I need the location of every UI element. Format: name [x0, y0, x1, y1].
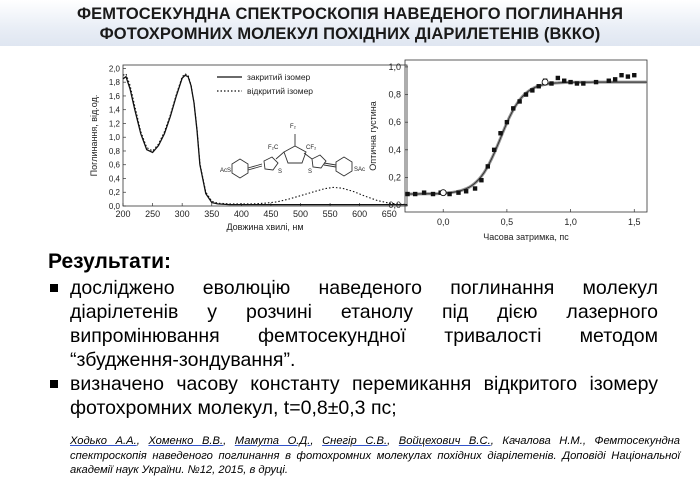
- fit-curve-halo: [405, 82, 647, 194]
- data-point: [413, 192, 417, 196]
- open-data-point: [440, 190, 446, 196]
- right-benzene-ring: [336, 157, 352, 176]
- data-point: [556, 76, 560, 80]
- data-point: [422, 190, 426, 194]
- molecule-label-f-right: CF₂: [306, 145, 317, 151]
- data-point: [524, 92, 528, 96]
- x-axis-label: Довжина хвилі, нм: [226, 222, 304, 232]
- x-tick-label: 0,5: [500, 217, 514, 227]
- x-tick-label: 0,0: [436, 217, 450, 227]
- fit-curve: [405, 82, 647, 194]
- y-axis-label: Поглинання, від.од.: [89, 94, 99, 177]
- x-tick-label: 1,5: [628, 217, 641, 227]
- results-bullet-1: досліджено еволюцію наведеного поглинання молекул діарілетенів у розчині етанолу під дією лазерного випромінювання фемтосекундної тривалості методом “збудження-зондування”.: [48, 276, 658, 372]
- y-tick-label: 0,6: [388, 117, 401, 128]
- data-point: [431, 192, 435, 196]
- reference-author: Хоменко В.В.: [148, 435, 224, 447]
- data-point: [619, 73, 623, 77]
- molecule-label-s-left: S: [278, 169, 283, 175]
- reference-author: Ходько А.А.: [70, 435, 137, 447]
- reference-citation: [70, 434, 680, 478]
- reference-author: Качалова Н.М.: [502, 435, 583, 447]
- data-point: [537, 84, 541, 88]
- y-tick-label: 0,0: [388, 200, 401, 211]
- molecule-structure-diagram: [220, 118, 370, 190]
- data-point: [549, 81, 553, 85]
- reference-author: Снегір С.В.: [322, 435, 388, 447]
- results-bullet-2: визначено часову константу перемикання відкритого ізомеру фотохромних молекул, t=0,8±0,3 пс;: [48, 372, 658, 420]
- data-point: [568, 80, 572, 84]
- left-benzene-ring: [232, 159, 248, 178]
- data-point: [505, 120, 509, 124]
- molecule-label-f-left: F₂C: [268, 145, 279, 151]
- y-tick-label: 0,4: [388, 144, 401, 155]
- data-point: [464, 189, 468, 193]
- left-thiophene-ring: [264, 157, 278, 170]
- data-point: [517, 99, 521, 103]
- data-point: [405, 192, 409, 196]
- data-point: [473, 186, 477, 190]
- y-tick-label: 0,8: [108, 146, 120, 156]
- reference-author: Войцехович В.С.: [398, 435, 491, 447]
- data-point: [581, 81, 585, 85]
- y-tick-label: 1,8: [108, 78, 120, 88]
- x-tick-label: 200: [115, 209, 131, 219]
- open-data-point: [542, 79, 548, 85]
- data-point: [613, 77, 617, 81]
- data-point: [511, 106, 515, 110]
- data-point: [492, 148, 496, 152]
- data-point: [530, 88, 534, 92]
- x-axis-label: Часова затримка, пс: [483, 232, 569, 242]
- legend-label: відкритий ізомер: [247, 86, 314, 96]
- x-tick-label: 650: [381, 209, 397, 219]
- results-heading: Результати:: [48, 250, 172, 273]
- y-tick-label: 0,2: [388, 172, 401, 183]
- slide-title-line-2: ФОТОХРОМНИХ МОЛЕКУЛ ПОХІДНИХ ДІАРИЛЕТЕНІВ (ВККО): [99, 25, 601, 43]
- x-tick-label: 250: [145, 209, 161, 219]
- x-tick-label: 300: [174, 209, 190, 219]
- y-tick-label: 0,2: [108, 188, 120, 198]
- data-point: [575, 81, 579, 85]
- data-point: [479, 178, 483, 182]
- y-tick-label: 0,8: [388, 89, 401, 100]
- results-bullet-list: [48, 276, 658, 420]
- y-tick-label: 0,0: [108, 202, 120, 211]
- y-tick-label: 1,4: [108, 105, 120, 115]
- y-tick-label: 1,0: [388, 61, 401, 72]
- y-tick-label: 1,0: [108, 133, 120, 143]
- y-tick-label: 0,6: [108, 160, 120, 170]
- slide-title-line-1: ФЕМТОСЕКУНДНА СПЕКТРОСКОПІЯ НАВЕДЕНОГО ПОГЛИНАННЯ: [76, 5, 624, 23]
- data-point: [562, 79, 566, 83]
- cyclopentene-ring: [284, 146, 306, 163]
- x-tick-label: 1,0: [564, 217, 577, 227]
- reference-author: Мамута О.Д.: [234, 435, 311, 447]
- molecule-label-f-top: F₂: [290, 124, 296, 130]
- y-tick-label: 0,4: [108, 174, 120, 184]
- data-point: [607, 79, 611, 83]
- x-tick-label: 350: [204, 209, 220, 219]
- molecule-label-s-right: S: [308, 169, 313, 175]
- slide-title: [0, 4, 700, 44]
- reference-title: Фемтосекундна спектроскопія наведеного поглинання в фотохромних молекулах похідних діарілетенів: [70, 435, 681, 462]
- reference-journal: Доповіді Національної академії наук України. №12, 2015, в друці.: [70, 449, 681, 476]
- x-tick-label: 550: [322, 209, 338, 219]
- x-tick-label: 400: [233, 209, 249, 219]
- x-tick-label: 600: [352, 209, 368, 219]
- y-tick-label: 2,0: [108, 64, 120, 74]
- data-point: [447, 192, 451, 196]
- legend-label: закритий ізомер: [247, 72, 311, 82]
- molecule-label-sac: SAc: [354, 167, 366, 173]
- molecule-label-acs: AcS: [220, 168, 232, 174]
- y-axis-label: Оптична густина: [368, 101, 378, 171]
- data-point: [498, 131, 502, 135]
- data-point: [632, 73, 636, 77]
- data-point: [594, 80, 598, 84]
- data-point: [456, 190, 460, 194]
- right-thiophene-ring: [312, 155, 326, 168]
- reference-authors: Ходько А.А., Хоменко В.В., Мамута О.Д., Снегір С.В., Войцехович В.С., Качалова Н.М., Фемтосекундна спектроскопія наведеного поглинання в фотохромних молекулах похідних діарілетенів. Доповіді Національної академії наук України. №12, 2015, в друці.: [70, 435, 681, 476]
- x-tick-label: 450: [263, 209, 279, 219]
- x-tick-label: 500: [292, 209, 309, 219]
- data-point: [486, 164, 490, 168]
- y-tick-label: 1,6: [108, 91, 120, 101]
- data-point: [626, 74, 630, 78]
- kinetics-chart: [365, 52, 655, 247]
- y-tick-label: 1,2: [108, 119, 120, 129]
